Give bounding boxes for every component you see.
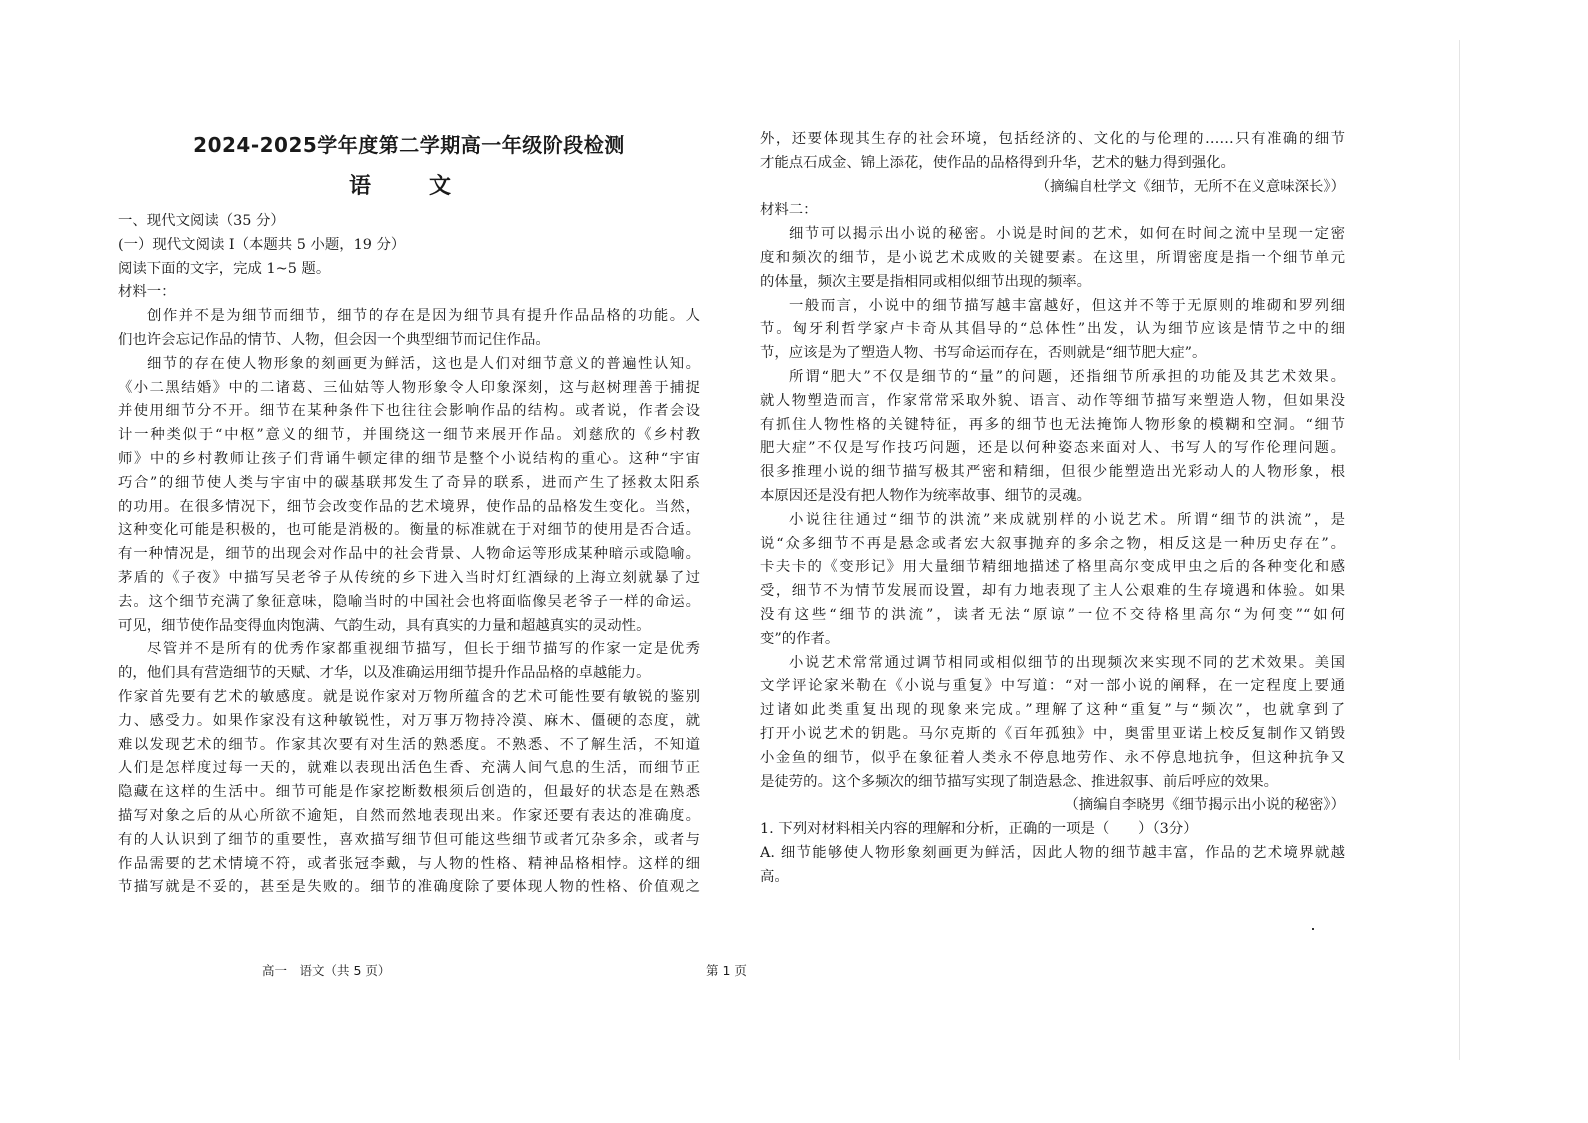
text-line: 茅盾的《子夜》中描写吴老爷子从传统的乡下进入当时灯红酒绿的上海立刻就暴了过: [118, 569, 700, 586]
text-line: 阅读下面的文字，完成 1~5 题。: [118, 260, 331, 277]
text-line: 并使用细节分不开。细节在某种条件下也往往会影响作品的结构。或者说，作者会设: [118, 403, 700, 420]
text-line: 去。这个细节充满了象征意味，隐喻当时的中国社会也将面临像吴老爷子一样的命运。: [118, 593, 700, 610]
text-line: 卡夫卡的《变形记》用大量细节精细地描述了格里高尔变成甲虫之后的各种变化和感: [760, 559, 1345, 576]
text-line: 一般而言，小说中的细节描写越丰富越好，但这并不等于无原则的堆砌和罗列细: [789, 297, 1345, 314]
text-line: 计一种类似于“中枢”意义的细节，并围绕这一细节来展开作品。刘慈欣的《乡村教: [118, 427, 700, 444]
text-line: 过诸如此类重复出现的现象来完成。”理解了这种“重复”与“频次”，也就拿到了: [760, 702, 1345, 719]
text-line: 所谓“肥大”不仅是细节的“量”的问题，还指细节所承担的功能及其艺术效果。: [789, 368, 1345, 385]
text-line: 有一种情况是，细节的出现会对作品中的社会背景、人物命运等形成某种暗示或隐喻。: [118, 546, 700, 563]
text-line: 材料二：: [760, 202, 818, 219]
text-line: 是徒劳的。这个多频次的细节描写实现了制造悬念、推进叙事、前后呼应的效果。: [760, 773, 1279, 790]
text-line: 这种变化可能是积极的，也可能是消极的。衡量的标准就在于对细节的使用是否合适。: [118, 522, 700, 539]
text-line: A. 细节能够使人物形象刻画更为鲜活，因此人物的细节越丰富，作品的艺术境界就越: [760, 844, 1345, 861]
text-line: 创作并不是为细节而细节，细节的存在是因为细节具有提升作品品格的功能。人: [147, 308, 700, 325]
text-line: 巧合”的细节使人类与宇宙中的碳基联邦发生了奇异的联系，进而产生了拯救太阳系: [118, 474, 700, 491]
text-line: 小说往往通过“细节的洪流”来成就别样的小说艺术。所谓“细节的洪流”，是: [789, 511, 1345, 528]
text-line: 细节可以揭示出小说的秘密。小说是时间的艺术，如何在时间之流中呈现一定密: [789, 226, 1345, 243]
text-line: 《小二黑结婚》中的二诸葛、三仙姑等人物形象令人印象深刻，这与赵树理善于捕捉: [118, 379, 700, 396]
text-line: 没有这些“细节的洪流”，读者无法“原谅”一位不交待格里高尔“为何变”“如何: [760, 606, 1345, 623]
left-text-block: [118, 210, 700, 900]
text-line: 作家首先要有艺术的敏感度。就是说作家对万物所蕴含的艺术可能性要有敏锐的鉴别: [118, 688, 700, 705]
text-line: 有的人认识到了细节的重要性，喜欢描写细节但可能这些细节或者冗杂多余，或者与: [118, 831, 700, 848]
text-line: 才能点石成金、锦上添花，使作品的品格得到升华，艺术的魅力得到强化。: [760, 154, 1235, 171]
text-line: 师》中的乡村教师让孩子们背诵牛顿定律的细节是整个小说结构的重心。这种“宇宙: [118, 450, 700, 467]
text-line: (一）现代文阅读 I（本题共 5 小题，19 分）: [118, 236, 406, 253]
scan-mark: [1312, 928, 1314, 930]
text-line: 度和频次的细节，是小说艺术成败的关键要素。在这里，所谓密度是指一个细节单元: [760, 249, 1345, 266]
text-line: 变”的作者。: [760, 630, 840, 647]
text-line: （摘编自李晓男《细节揭示出小说的秘密》）: [1064, 797, 1345, 814]
text-line: 们也许会忘记作品的情节、人物，但会因一个典型细节而记住作品。: [118, 331, 550, 348]
text-line: 难以发现艺术的细节。作家其次要有对生活的熟悉度。不熟悉、不了解生活，不知道: [118, 736, 700, 753]
text-line: 1. 下列对材料相关内容的理解和分析，正确的一项是（ ）（3分）: [760, 821, 1198, 838]
text-line: 可见，细节使作品变得血肉饱满、气韵生动，具有真实的力量和超越真实的灵动性。: [118, 617, 651, 634]
text-line: 受，细节不为情节发展而设置，却有力地表现了主人公艰难的生存境遇和体验。如果: [760, 583, 1345, 600]
text-line: 细节的存在使人物形象的刻画更为鲜活，这也是人们对细节意义的普遍性认知。: [147, 355, 700, 372]
text-line: 节。匈牙利哲学家卢卡奇从其倡导的“总体性”出发，认为细节应该是情节之中的细: [760, 321, 1345, 338]
text-line: 材料一：: [118, 284, 176, 301]
scan-edge: [1459, 40, 1460, 1060]
text-line: 一、现代文阅读（35 分）: [118, 213, 285, 229]
text-line: 小金鱼的细节，似乎在象征着人类永不停息地劳作、永不停息地抗争，但这种抗争又: [760, 749, 1345, 766]
subject-title: 语 文: [348, 174, 469, 199]
text-line: 有抓住人物性格的关键特征，再多的细节也无法掩饰人物形象的模糊和空洞。“细节: [760, 416, 1345, 433]
text-line: 力、感受力。如果作家没有这种敏锐性，对万事万物持冷漠、麻木、僵硬的态度，就: [118, 712, 700, 729]
text-line: 说“众多细节不再是悬念或者宏大叙事抛弃的多余之物，相反这是一种历史存在”。: [760, 535, 1345, 552]
text-line: 很多推理小说的细节描写极其严密和精细，但很少能塑造出光彩动人的人物形象，根: [760, 464, 1345, 481]
text-line: 节，应该是为了塑造人物、书写命运而存在，否则就是“细节肥大症”。: [760, 345, 1207, 362]
text-line: 作品需要的艺术情境不符，或者张冠李戴，与人物的性格、精神品格相悖。这样的细: [118, 855, 700, 872]
text-line: 肥大症”不仅是写作技巧问题，还是以何种姿态来面对人、书写人的写作伦理问题。: [760, 440, 1345, 457]
footer-left: 高一 语文（共 5 页）: [262, 963, 391, 978]
text-line: 节描写就是不妥的，甚至是失败的。细节的准确度除了要体现人物的性格、价值观之: [118, 879, 700, 896]
text-line: 外，还要体现其生存的社会环境，包括经济的、文化的与伦理的……只有准确的细节: [760, 131, 1345, 147]
exam-title: 2024-2025学年度第二学期高一年级阶段检测: [193, 133, 625, 157]
text-line: （摘编自杜学文《细节，无所不在义意味深长》）: [1035, 178, 1345, 195]
text-line: 描写对象之后的从心所欲不逾矩，自然而然地表现出来。作家还要有表达的准确度。: [118, 807, 700, 824]
text-line: 文学评论家米勒在《小说与重复》中写道：“对一部小说的阐释，在一定程度上要通: [760, 678, 1345, 695]
text-line: 的，他们具有营造细节的天赋、才华，以及准确运用细节提升作品品格的卓越能力。: [118, 665, 651, 682]
text-line: 小说艺术常常通过调节相同或相似细节的出现频次来实现不同的艺术效果。美国: [789, 654, 1345, 671]
text-line: 的功用。在很多情况下，细节会改变作品的艺术境界，使作品的品格发生变化。当然，: [118, 498, 700, 515]
text-line: 人们是怎样度过每一天的，就难以表现出活色生香、充满人间气息的生活，而细节正: [118, 760, 700, 777]
right-text-block: [760, 128, 1345, 890]
text-line: 打开小说艺术的钥匙。马尔克斯的《百年孤独》中，奥雷里亚诺上校反复制作又销毁: [760, 725, 1345, 742]
text-line: 尽管并不是所有的优秀作家都重视细节描写，但长于细节描写的作家一定是优秀: [147, 641, 700, 658]
text-line: 就人物塑造而言，作家常常采取外貌、语言、动作等细节描写来塑造人物，但如果没: [760, 392, 1345, 409]
page-number: 第 1 页: [706, 963, 747, 978]
text-line: 的体量，频次主要是指相同或相似细节出现的频率。: [760, 273, 1091, 290]
text-line: 隐藏在这样的生活中。细节可能是作家挖断数根须后创造的，但最好的状态是在熟悉: [118, 784, 700, 801]
text-line: 高。: [760, 868, 789, 885]
text-line: 本原因还是没有把人物作为统率故事、细节的灵魂。: [760, 487, 1091, 504]
